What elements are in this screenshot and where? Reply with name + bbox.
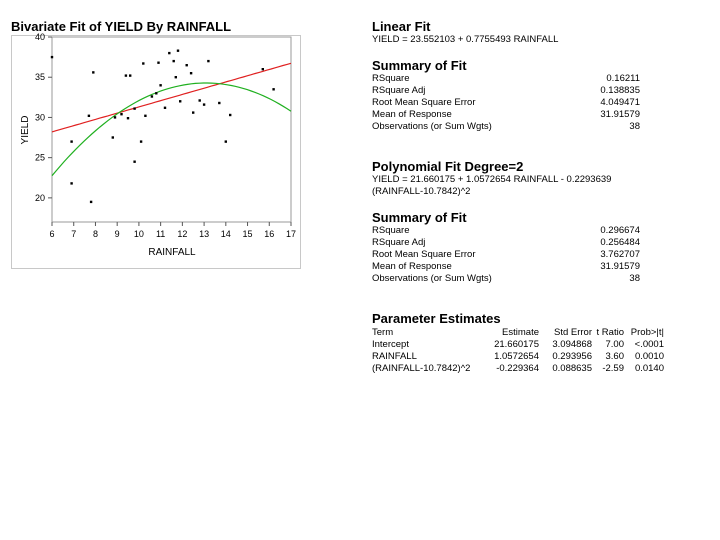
table-cell: -0.229364 bbox=[496, 363, 539, 374]
summary-row bbox=[372, 121, 640, 133]
parameter-estimates-table bbox=[372, 327, 664, 375]
table-cell: 3.094868 bbox=[552, 339, 592, 350]
data-point bbox=[140, 140, 142, 142]
summary-value: 38 bbox=[629, 121, 640, 132]
data-point bbox=[88, 115, 90, 117]
data-point bbox=[179, 100, 181, 102]
data-point bbox=[159, 84, 161, 86]
column-header: Prob>|t| bbox=[630, 327, 664, 338]
summary-value: 0.256484 bbox=[600, 237, 640, 248]
data-point bbox=[51, 56, 53, 58]
summary-label: Observations (or Sum Wgts) bbox=[372, 121, 492, 132]
linear-fit-title: Linear Fit bbox=[372, 19, 431, 34]
data-point bbox=[120, 113, 122, 115]
data-point bbox=[173, 60, 175, 62]
table-cell: 0.293956 bbox=[552, 351, 592, 362]
data-point bbox=[164, 107, 166, 109]
x-tick-label: 8 bbox=[92, 229, 98, 239]
x-tick-label: 6 bbox=[49, 229, 55, 239]
table-cell: 0.0140 bbox=[634, 363, 664, 374]
data-point bbox=[203, 103, 205, 105]
summary-value: 38 bbox=[629, 273, 640, 284]
summary-label: Root Mean Square Error bbox=[372, 97, 476, 108]
summary-row bbox=[372, 273, 640, 285]
data-point bbox=[207, 60, 209, 62]
chart-title: Bivariate Fit of YIELD By RAINFALL bbox=[11, 19, 232, 34]
table-cell: <.0001 bbox=[634, 339, 664, 350]
table-row bbox=[372, 363, 664, 375]
x-tick-label: 15 bbox=[242, 229, 253, 239]
summary-value: 31.91579 bbox=[600, 109, 640, 120]
data-point bbox=[151, 95, 153, 97]
x-tick-label: 13 bbox=[199, 229, 210, 239]
y-tick-label: 35 bbox=[34, 72, 45, 83]
summary-row bbox=[372, 225, 640, 237]
x-tick-label: 7 bbox=[71, 229, 77, 239]
poly-fit-title: Polynomial Fit Degree=2 bbox=[372, 159, 524, 174]
data-point bbox=[157, 62, 159, 64]
parameter-estimates-title: Parameter Estimates bbox=[372, 311, 501, 326]
y-axis-label: YIELD bbox=[20, 115, 31, 145]
plot-area bbox=[52, 37, 291, 222]
table-row bbox=[372, 351, 664, 363]
data-point bbox=[177, 50, 179, 52]
x-tick-label: 16 bbox=[264, 229, 275, 239]
data-point bbox=[229, 114, 231, 116]
data-point bbox=[92, 71, 94, 73]
summary-label: RSquare bbox=[372, 73, 410, 84]
data-point bbox=[218, 102, 220, 104]
summary-poly-title: Summary of Fit bbox=[372, 210, 467, 225]
data-point bbox=[70, 182, 72, 184]
data-point bbox=[190, 72, 192, 74]
polynomial-fit-curve bbox=[52, 83, 291, 176]
y-tick-label: 30 bbox=[34, 112, 45, 123]
data-point bbox=[133, 107, 135, 109]
summary-value: 0.138835 bbox=[600, 85, 640, 96]
data-point bbox=[175, 76, 177, 78]
y-tick-label: 20 bbox=[34, 192, 45, 203]
table-cell: 0.088635 bbox=[552, 363, 592, 374]
table-cell: (RAINFALL-10.7842)^2 bbox=[372, 363, 471, 374]
summary-value: 0.296674 bbox=[600, 225, 640, 236]
column-header: t Ratio bbox=[596, 327, 624, 338]
data-point bbox=[168, 52, 170, 54]
summary-label: RSquare bbox=[372, 225, 410, 236]
data-point bbox=[142, 62, 144, 64]
x-tick-label: 10 bbox=[133, 229, 144, 239]
data-point bbox=[70, 140, 72, 142]
table-cell: -2.59 bbox=[602, 363, 624, 374]
summary-value: 4.049471 bbox=[600, 97, 640, 108]
column-header: Term bbox=[372, 327, 394, 338]
summary-label: RSquare Adj bbox=[372, 237, 426, 248]
linear-fit-equation: YIELD = 23.552103 + 0.7755493 RAINFALL bbox=[372, 34, 559, 45]
summary-label: Root Mean Square Error bbox=[372, 249, 476, 260]
linear-fit-line bbox=[52, 63, 291, 132]
summary-row bbox=[372, 73, 640, 85]
data-point bbox=[90, 201, 92, 203]
data-point bbox=[125, 74, 127, 76]
x-tick-label: 14 bbox=[220, 229, 231, 239]
x-tick-label: 11 bbox=[155, 229, 166, 239]
x-axis-label: RAINFALL bbox=[148, 247, 196, 258]
x-tick-label: 12 bbox=[177, 229, 188, 239]
data-point bbox=[272, 88, 274, 90]
summary-row bbox=[372, 237, 640, 249]
data-point bbox=[262, 68, 264, 70]
poly-fit-equation-line2: (RAINFALL-10.7842)^2 bbox=[372, 186, 471, 197]
summary-linear-table bbox=[372, 73, 640, 133]
summary-value: 3.762707 bbox=[600, 249, 640, 260]
summary-row bbox=[372, 85, 640, 97]
data-point bbox=[114, 116, 116, 118]
table-cell: 0.0010 bbox=[634, 351, 664, 362]
summary-row bbox=[372, 97, 640, 109]
data-point bbox=[133, 161, 135, 163]
data-point bbox=[144, 115, 146, 117]
x-tick-label: 17 bbox=[285, 229, 297, 239]
data-point bbox=[129, 74, 131, 76]
summary-row bbox=[372, 261, 640, 273]
summary-label: Mean of Response bbox=[372, 109, 452, 120]
data-point bbox=[225, 140, 227, 142]
table-row bbox=[372, 339, 664, 351]
table-cell: Intercept bbox=[372, 339, 409, 350]
y-tick-label: 40 bbox=[34, 32, 45, 42]
summary-row bbox=[372, 249, 640, 261]
table-cell: 3.60 bbox=[605, 351, 624, 362]
summary-linear-title: Summary of Fit bbox=[372, 58, 467, 73]
summary-poly-table bbox=[372, 225, 640, 285]
column-header: Std Error bbox=[553, 327, 592, 338]
summary-label: Observations (or Sum Wgts) bbox=[372, 273, 492, 284]
data-point bbox=[199, 99, 201, 101]
summary-value: 0.16211 bbox=[606, 73, 640, 84]
data-point bbox=[186, 64, 188, 66]
table-cell: 7.00 bbox=[605, 339, 624, 350]
summary-label: RSquare Adj bbox=[372, 85, 426, 96]
y-tick-label: 25 bbox=[34, 152, 45, 163]
data-point bbox=[127, 117, 129, 119]
table-cell: RAINFALL bbox=[372, 351, 417, 362]
data-point bbox=[192, 111, 194, 113]
data-point bbox=[155, 92, 157, 94]
table-cell: 21.660175 bbox=[494, 339, 539, 350]
table-header-row bbox=[372, 327, 664, 339]
data-point bbox=[112, 136, 114, 138]
summary-value: 31.91579 bbox=[600, 261, 640, 272]
column-header: Estimate bbox=[502, 327, 539, 338]
poly-fit-equation-line1: YIELD = 21.660175 + 1.0572654 RAINFALL - 0.2293639 bbox=[372, 174, 612, 185]
summary-row bbox=[372, 109, 640, 121]
x-tick-label: 9 bbox=[114, 229, 120, 239]
table-cell: 1.0572654 bbox=[494, 351, 539, 362]
summary-label: Mean of Response bbox=[372, 261, 452, 272]
